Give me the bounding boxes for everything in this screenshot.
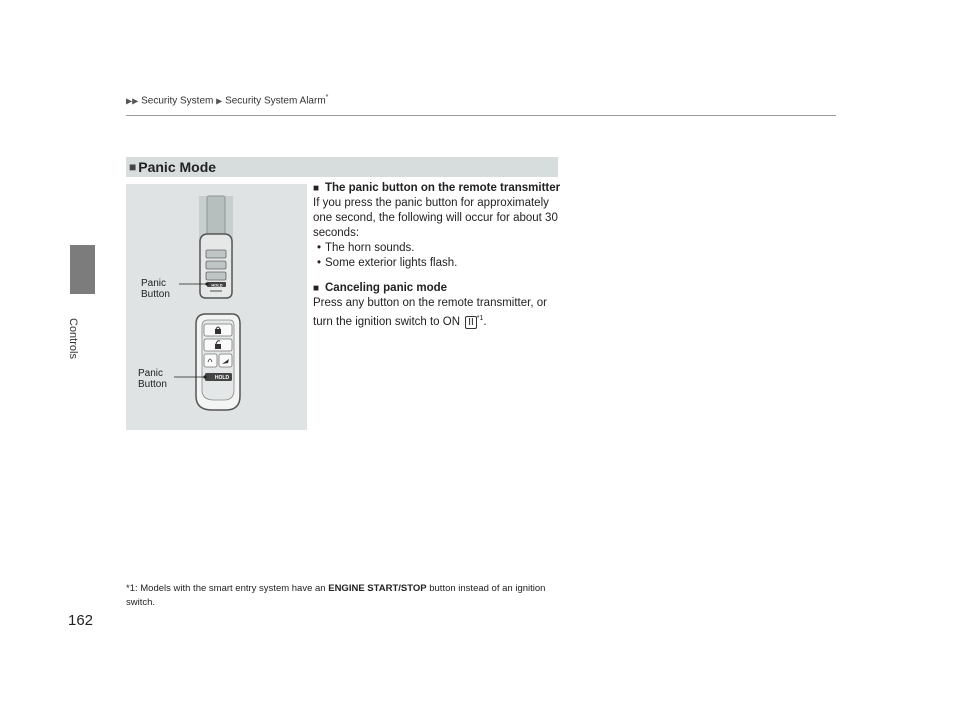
remote-illustration	[126, 184, 307, 430]
heading-canceling-panic: ■ Canceling panic mode	[313, 282, 448, 294]
sidebar-label: Controls	[67, 318, 79, 359]
breadcrumb-arrow-icon: ▶▶	[126, 96, 139, 106]
header-divider	[126, 115, 836, 116]
breadcrumb-item-alarm[interactable]: Security System Alarm	[225, 95, 326, 107]
footnote-button-name: ENGINE START/STOP	[328, 583, 427, 594]
remote-key-drawing	[126, 184, 307, 430]
svg-text:HOLD: HOLD	[214, 375, 230, 382]
svg-text:HOLD: HOLD	[211, 282, 223, 288]
list-item: • Some exterior lights flash.	[316, 257, 458, 269]
section-square-icon: ■	[129, 160, 137, 174]
heading-panic-button: ■ The panic button on the remote transmitter	[313, 182, 561, 194]
section-title: Panic Mode	[138, 159, 217, 175]
panic-button-callout-remote: Panic Button	[138, 368, 167, 390]
paragraph-panic-description: If you press the panic button for approximately one second, the following will occur for about 30 seconds:	[313, 197, 558, 239]
breadcrumb-item-security-system[interactable]: Security System	[141, 95, 214, 107]
footnote: *1: Models with the smart entry system have an ENGINE START/STOP button instead of an ignition switch.	[126, 583, 546, 608]
paragraph-canceling: Press any button on the remote transmitter, or turn the ignition switch to ON II $^{*1}$.	[313, 297, 547, 328]
page-number: 162	[68, 612, 94, 629]
smart-remote-icon	[196, 314, 240, 410]
key-fob-icon	[199, 196, 233, 298]
breadcrumb-asterisk: *	[325, 94, 329, 101]
sidebar-tab	[70, 245, 95, 294]
breadcrumb	[126, 94, 328, 106]
main-content	[313, 181, 563, 330]
list-item: • The horn sounds.	[316, 242, 415, 254]
ignition-key-position-icon: II	[465, 316, 477, 329]
panic-button-callout-key: Panic Button	[141, 278, 170, 300]
section-header	[126, 157, 558, 177]
breadcrumb-arrow-icon: ▶	[216, 96, 223, 106]
footnote-ref: *1	[476, 315, 484, 322]
